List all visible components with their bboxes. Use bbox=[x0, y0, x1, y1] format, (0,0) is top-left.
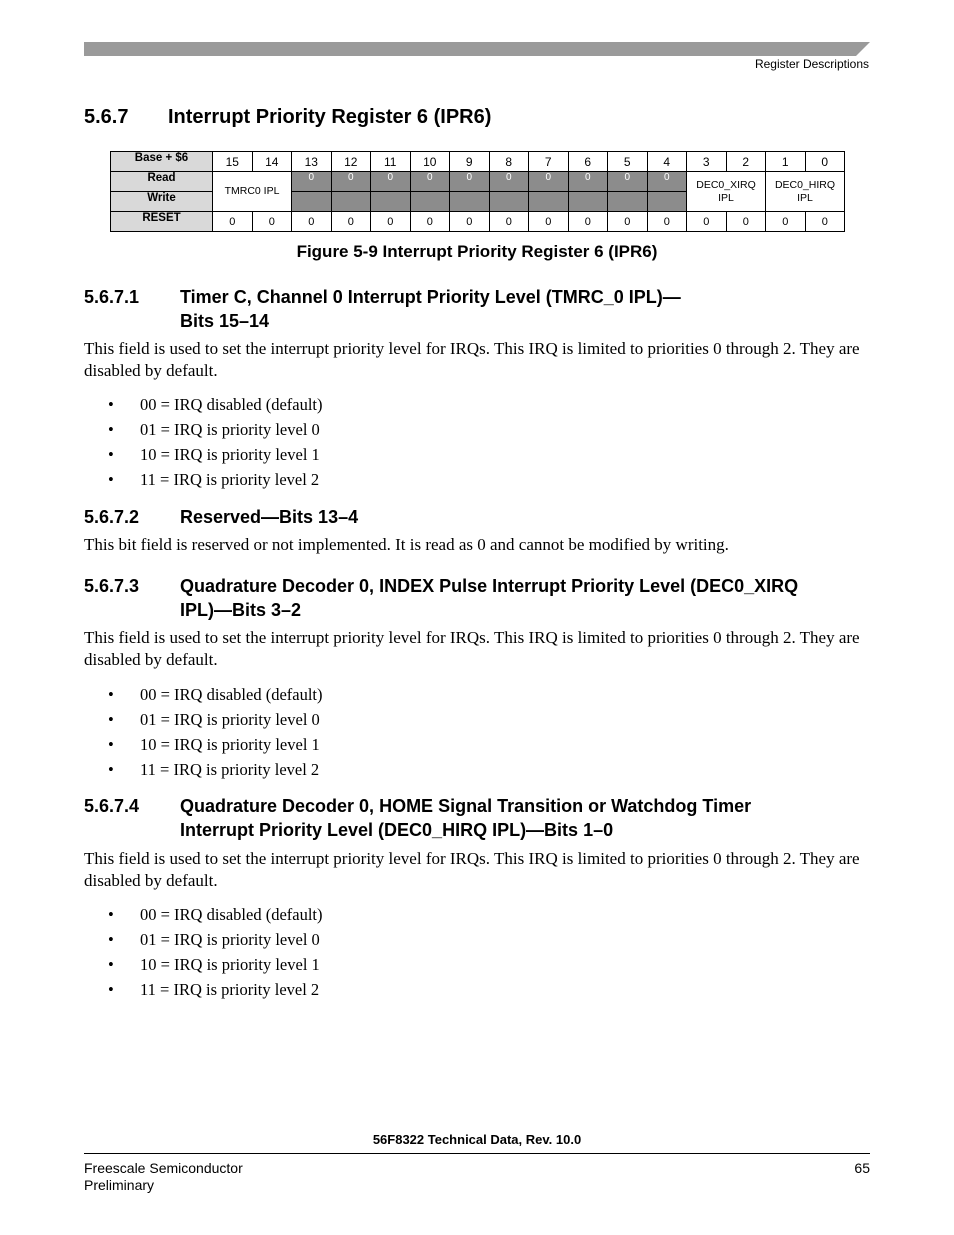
footer-left bbox=[84, 1160, 243, 1194]
reserved-read-bit: 0 bbox=[331, 172, 371, 192]
section-number: 5.6.7 bbox=[84, 106, 129, 128]
bullet-icon: • bbox=[108, 930, 114, 949]
reserved-read-bit: 0 bbox=[568, 172, 608, 192]
subsection-number: 5.6.7.4 bbox=[84, 796, 140, 816]
figure-caption: Figure 5-9 Interrupt Priority Register 6 (IPR6) bbox=[296, 242, 658, 261]
reserved-write-bit bbox=[371, 192, 411, 212]
bit-number: 10 bbox=[410, 152, 450, 172]
list-item-text: 00 = IRQ disabled (default) bbox=[140, 685, 323, 704]
bit-number: 14 bbox=[252, 152, 292, 172]
base-label: Base + $6 bbox=[111, 152, 213, 172]
section-title: Interrupt Priority Register 6 (IPR6) bbox=[168, 106, 492, 128]
list-item-text: 00 = IRQ disabled (default) bbox=[140, 395, 323, 414]
subsection-heading bbox=[84, 285, 681, 333]
body-paragraph: This bit field is reserved or not implemented. It is read as 0 and cannot be modified by writing. bbox=[84, 535, 729, 554]
reset-value: 0 bbox=[647, 212, 687, 232]
list-item bbox=[108, 732, 323, 757]
list-item bbox=[108, 417, 323, 442]
reset-value: 0 bbox=[529, 212, 569, 232]
body-paragraph: This field is used to set the interrupt priority level for IRQs. This IRQ is limited to priorities 0 through 2. They are disabled by default. bbox=[84, 339, 860, 380]
body-paragraph: This field is used to set the interrupt priority level for IRQs. This IRQ is limited to priorities 0 through 2. They are disabled by default. bbox=[84, 628, 860, 669]
list-item-text: 10 = IRQ is priority level 1 bbox=[140, 445, 320, 464]
reserved-write-bit bbox=[568, 192, 608, 212]
reserved-write-bit bbox=[529, 192, 569, 212]
subsection-number: 5.6.7.2 bbox=[84, 507, 140, 527]
reset-value: 0 bbox=[687, 212, 727, 232]
bit-number: 9 bbox=[450, 152, 490, 172]
bit-number: 11 bbox=[371, 152, 411, 172]
reset-value: 0 bbox=[371, 212, 411, 232]
reserved-read-bit: 0 bbox=[647, 172, 687, 192]
reset-row bbox=[111, 212, 845, 232]
list-item bbox=[108, 927, 323, 952]
field-dec0-xirq-ipl bbox=[687, 172, 766, 212]
reset-label: RESET bbox=[111, 212, 213, 232]
reserved-write-bit bbox=[608, 192, 648, 212]
reserved-write-bit bbox=[292, 192, 332, 212]
read-label: Read bbox=[111, 172, 213, 192]
reserved-read-bit: 0 bbox=[292, 172, 332, 192]
subsection-title-line2: Interrupt Priority Level (DEC0_HIRQ IPL)—Bits 1–0 bbox=[180, 820, 614, 840]
write-label: Write bbox=[111, 192, 213, 212]
bit-number: 1 bbox=[766, 152, 806, 172]
bullet-icon: • bbox=[108, 470, 114, 489]
bit-number: 12 bbox=[331, 152, 371, 172]
list-item-text: 11 = IRQ is priority level 2 bbox=[140, 470, 320, 489]
bullet-icon: • bbox=[108, 420, 114, 439]
list-item-text: 01 = IRQ is priority level 0 bbox=[140, 930, 320, 949]
reset-value: 0 bbox=[450, 212, 490, 232]
list-item bbox=[108, 952, 323, 977]
reset-value: 0 bbox=[213, 212, 253, 232]
list-item-text: 10 = IRQ is priority level 1 bbox=[140, 955, 320, 974]
list-item-text: 00 = IRQ disabled (default) bbox=[140, 905, 323, 924]
reserved-read-bit: 0 bbox=[410, 172, 450, 192]
field-dec0-hirq-line2: IPL bbox=[797, 191, 813, 204]
subsection-heading bbox=[84, 574, 798, 622]
bullet-icon: • bbox=[108, 445, 114, 464]
list-item bbox=[108, 902, 323, 927]
field-dec0-hirq-ipl bbox=[766, 172, 845, 212]
subsection-title-line1: Quadrature Decoder 0, INDEX Pulse Interrupt Priority Level (DEC0_XIRQ bbox=[180, 576, 799, 596]
reserved-read-bit: 0 bbox=[450, 172, 490, 192]
footer-company: Freescale Semiconductor bbox=[84, 1160, 243, 1176]
bit-number-row bbox=[111, 152, 845, 172]
list-item bbox=[108, 682, 323, 707]
running-header: Register Descriptions bbox=[754, 57, 869, 71]
reset-value: 0 bbox=[726, 212, 766, 232]
register-table bbox=[110, 151, 845, 232]
list-item-text: 01 = IRQ is priority level 0 bbox=[140, 710, 320, 729]
reserved-write-bit bbox=[410, 192, 450, 212]
bullet-icon: • bbox=[108, 395, 114, 414]
list-item bbox=[108, 442, 323, 467]
section-heading bbox=[84, 106, 491, 129]
bullet-icon: • bbox=[108, 980, 114, 999]
bullet-list bbox=[108, 392, 323, 492]
body-paragraph: This field is used to set the interrupt priority level for IRQs. This IRQ is limited to priorities 0 through 2. They are disabled by default. bbox=[84, 849, 860, 890]
bit-number: 0 bbox=[805, 152, 845, 172]
bit-number: 7 bbox=[529, 152, 569, 172]
bit-number: 8 bbox=[489, 152, 529, 172]
reserved-read-bit: 0 bbox=[529, 172, 569, 192]
bullet-icon: • bbox=[108, 685, 114, 704]
list-item-text: 01 = IRQ is priority level 0 bbox=[140, 420, 320, 439]
bit-number: 2 bbox=[726, 152, 766, 172]
reset-value: 0 bbox=[608, 212, 648, 232]
bit-number: 4 bbox=[647, 152, 687, 172]
list-item bbox=[108, 392, 323, 417]
reset-value: 0 bbox=[766, 212, 806, 232]
subsection-number: 5.6.7.1 bbox=[84, 287, 140, 307]
field-dec0-xirq-line2: IPL bbox=[718, 191, 734, 204]
field-dec0-xirq-line1: DEC0_XIRQ bbox=[696, 178, 756, 191]
reset-value: 0 bbox=[410, 212, 450, 232]
bullet-icon: • bbox=[108, 735, 114, 754]
footer-doc-title: 56F8322 Technical Data, Rev. 10.0 bbox=[372, 1132, 582, 1147]
bullet-icon: • bbox=[108, 710, 114, 729]
bit-number: 5 bbox=[608, 152, 648, 172]
subsection-number: 5.6.7.3 bbox=[84, 576, 140, 596]
bit-number: 6 bbox=[568, 152, 608, 172]
reserved-read-bit: 0 bbox=[371, 172, 411, 192]
header-bar bbox=[84, 42, 870, 56]
bullet-list bbox=[108, 682, 323, 782]
reserved-write-bit bbox=[450, 192, 490, 212]
field-tmrc0-ipl: TMRC0 IPL bbox=[213, 172, 292, 212]
reset-value: 0 bbox=[489, 212, 529, 232]
bullet-icon: • bbox=[108, 955, 114, 974]
subsection-title-line1: Quadrature Decoder 0, HOME Signal Transition or Watchdog Timer bbox=[180, 796, 752, 816]
read-row bbox=[111, 172, 845, 192]
footer-status: Preliminary bbox=[84, 1177, 155, 1193]
reserved-write-bit bbox=[489, 192, 529, 212]
subsection-heading bbox=[84, 794, 751, 842]
reset-value: 0 bbox=[252, 212, 292, 232]
list-item bbox=[108, 707, 323, 732]
bullet-list bbox=[108, 902, 323, 1002]
list-item bbox=[108, 467, 323, 492]
footer-divider bbox=[84, 1153, 870, 1154]
bullet-icon: • bbox=[108, 905, 114, 924]
reserved-read-bit: 0 bbox=[489, 172, 529, 192]
reset-value: 0 bbox=[805, 212, 845, 232]
page-number: 65 bbox=[854, 1160, 870, 1176]
reset-value: 0 bbox=[331, 212, 371, 232]
list-item bbox=[108, 977, 323, 1002]
subsection-title-line2: Bits 15–14 bbox=[180, 311, 270, 331]
bit-number: 3 bbox=[687, 152, 727, 172]
field-dec0-hirq-line1: DEC0_HIRQ bbox=[774, 178, 836, 191]
subsection-title-line1: Timer C, Channel 0 Interrupt Priority Level (TMRC_0 IPL)— bbox=[180, 287, 681, 307]
bullet-icon: • bbox=[108, 760, 114, 779]
list-item-text: 10 = IRQ is priority level 1 bbox=[140, 735, 320, 754]
list-item bbox=[108, 757, 323, 782]
reset-value: 0 bbox=[292, 212, 332, 232]
reset-value: 0 bbox=[568, 212, 608, 232]
subsection-title-line1: Reserved—Bits 13–4 bbox=[180, 507, 359, 527]
subsection-heading bbox=[84, 505, 358, 529]
bit-number: 15 bbox=[213, 152, 253, 172]
bit-number: 13 bbox=[292, 152, 332, 172]
list-item-text: 11 = IRQ is priority level 2 bbox=[140, 980, 320, 999]
reserved-write-bit bbox=[647, 192, 687, 212]
reserved-read-bit: 0 bbox=[608, 172, 648, 192]
list-item-text: 11 = IRQ is priority level 2 bbox=[140, 760, 320, 779]
reserved-write-bit bbox=[331, 192, 371, 212]
subsection-title-line2: IPL)—Bits 3–2 bbox=[180, 600, 302, 620]
